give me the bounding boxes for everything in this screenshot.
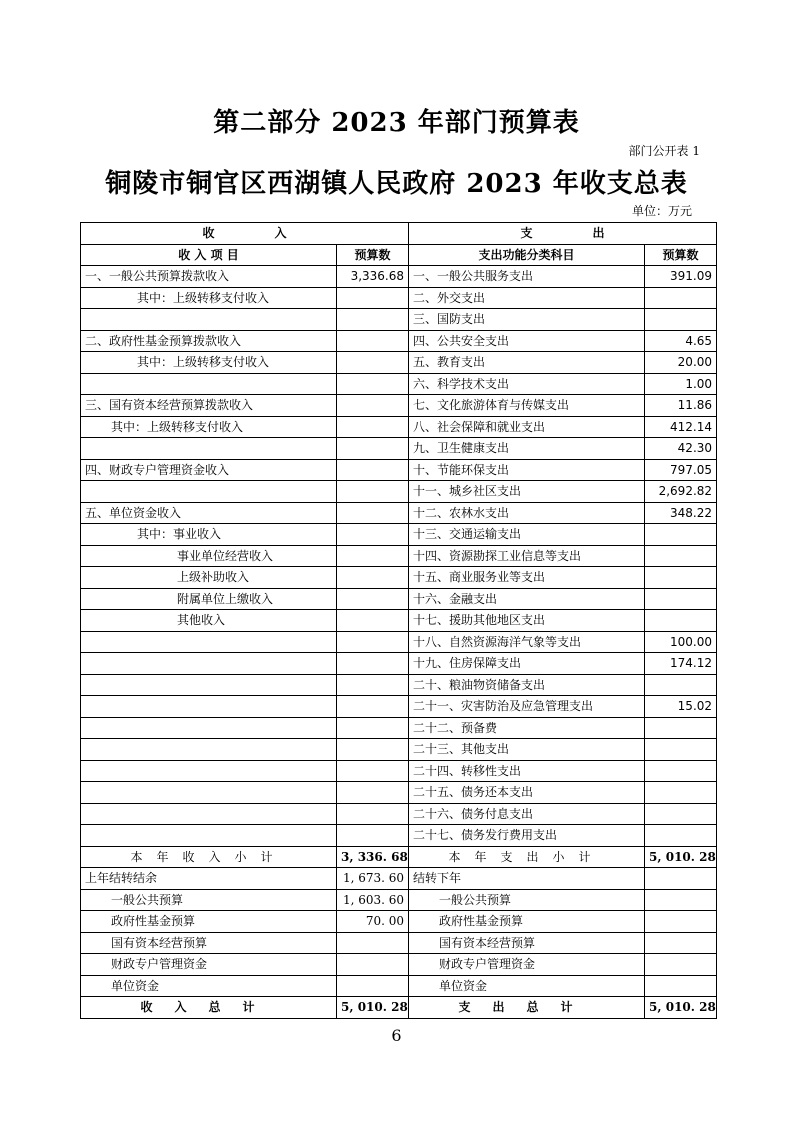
- expense-item-value: 797.05: [645, 459, 717, 481]
- expense-item-value: [645, 739, 717, 761]
- carry-row: [81, 954, 717, 976]
- table-row: [81, 352, 717, 374]
- expense-item-value: 391.09: [645, 266, 717, 288]
- table-row: [81, 631, 717, 653]
- carry-out-value: [645, 868, 717, 890]
- table-row: [81, 782, 717, 804]
- expense-item-value: 412.14: [645, 416, 717, 438]
- expense-item-value: [645, 567, 717, 589]
- expense-item-label: 二十七、债务发行费用支出: [409, 825, 645, 847]
- income-item-label: 二、政府性基金预算拨款收入: [81, 330, 337, 352]
- income-item-value: [337, 459, 409, 481]
- income-item-label: [81, 717, 337, 739]
- income-item-value: [337, 524, 409, 546]
- subtotal-row: [81, 846, 717, 868]
- expense-item-label: 二十六、债务付息支出: [409, 803, 645, 825]
- table-row: [81, 803, 717, 825]
- income-item-label: [81, 481, 337, 503]
- carry-row: [81, 889, 717, 911]
- income-item-value: [337, 567, 409, 589]
- income-item-value: [337, 760, 409, 782]
- expense-item-value: 11.86: [645, 395, 717, 417]
- unit-label: 单位：万元: [631, 204, 692, 218]
- income-item-label: [81, 760, 337, 782]
- table-row: [81, 674, 717, 696]
- carry-out-label: 单位资金: [409, 975, 645, 997]
- carry-out-value: [645, 889, 717, 911]
- expense-item-label: 二、外交支出: [409, 287, 645, 309]
- expense-item-value: 20.00: [645, 352, 717, 374]
- expense-item-value: [645, 545, 717, 567]
- carry-in-value: [337, 932, 409, 954]
- income-item-label: [81, 782, 337, 804]
- income-item-value: [337, 502, 409, 524]
- income-item-label: 一、一般公共预算拨款收入: [81, 266, 337, 288]
- income-item-label: 五、单位资金收入: [81, 502, 337, 524]
- expense-item-label: 四、公共安全支出: [409, 330, 645, 352]
- income-item-label: [81, 309, 337, 331]
- carry-in-label: 一般公共预算: [81, 889, 337, 911]
- expense-item-label: 十、节能环保支出: [409, 459, 645, 481]
- table-row: [81, 502, 717, 524]
- income-item-label: [81, 739, 337, 761]
- header-row-sub: [81, 244, 717, 266]
- income-item-value: [337, 825, 409, 847]
- carry-in-label: 单位资金: [81, 975, 337, 997]
- income-item-label: 其中：上级转移支付收入: [81, 287, 337, 309]
- income-item-label: 上级补助收入: [81, 567, 337, 589]
- budget-summary-table: [80, 222, 717, 1019]
- expense-budget-header: 预算数: [645, 244, 717, 266]
- expense-item-value: [645, 825, 717, 847]
- expense-header: 支 出: [409, 223, 717, 245]
- expense-item-value: [645, 524, 717, 546]
- income-item-value: [337, 782, 409, 804]
- expense-item-value: [645, 717, 717, 739]
- income-item-value: [337, 481, 409, 503]
- expense-item-label: 二十一、灾害防治及应急管理支出: [409, 696, 645, 718]
- carry-in-label: 财政专户管理资金: [81, 954, 337, 976]
- expense-item-label: 十五、商业服务业等支出: [409, 567, 645, 589]
- income-item-value: [337, 696, 409, 718]
- carry-out-label: 结转下年: [409, 868, 645, 890]
- expense-item-value: [645, 760, 717, 782]
- carry-out-value: [645, 911, 717, 933]
- expense-item-value: [645, 309, 717, 331]
- expense-item-label: 二十三、其他支出: [409, 739, 645, 761]
- income-item-label: [81, 696, 337, 718]
- income-item-value: [337, 330, 409, 352]
- income-item-value: [337, 588, 409, 610]
- income-item-value: [337, 717, 409, 739]
- table-row: [81, 760, 717, 782]
- expense-item-label: 十三、交通运输支出: [409, 524, 645, 546]
- expense-total-label: 支出总计: [409, 997, 645, 1019]
- income-item-value: [337, 739, 409, 761]
- expense-item-label: 十八、自然资源海洋气象等支出: [409, 631, 645, 653]
- expense-item-label: 七、文化旅游体育与传媒支出: [409, 395, 645, 417]
- table-row: [81, 330, 717, 352]
- table-row: [81, 696, 717, 718]
- expense-item-label: 二十五、债务还本支出: [409, 782, 645, 804]
- expense-item-header: 支出功能分类科目: [409, 244, 645, 266]
- expense-subtotal-value: 5, 010. 28: [645, 846, 717, 868]
- total-row: [81, 997, 717, 1019]
- expense-item-value: [645, 610, 717, 632]
- part-title: 第二部分 2023 年部门预算表: [213, 108, 580, 138]
- carry-out-label: 财政专户管理资金: [409, 954, 645, 976]
- income-item-label: [81, 631, 337, 653]
- form-number: 部门公开表 1: [628, 144, 700, 158]
- table-row: [81, 481, 717, 503]
- expense-item-label: 三、国防支出: [409, 309, 645, 331]
- income-item-label: 事业单位经营收入: [81, 545, 337, 567]
- expense-item-value: 2,692.82: [645, 481, 717, 503]
- expense-item-value: [645, 588, 717, 610]
- expense-item-value: 42.30: [645, 438, 717, 460]
- carry-out-label: 国有资本经营预算: [409, 932, 645, 954]
- income-item-value: [337, 309, 409, 331]
- income-item-value: 3,336.68: [337, 266, 409, 288]
- carry-out-value: [645, 975, 717, 997]
- expense-item-value: [645, 287, 717, 309]
- expense-item-label: 六、科学技术支出: [409, 373, 645, 395]
- expense-item-label: 十六、金融支出: [409, 588, 645, 610]
- expense-item-value: [645, 803, 717, 825]
- income-subtotal-value: 3, 336. 68: [337, 846, 409, 868]
- income-item-label: [81, 438, 337, 460]
- carry-in-value: 70. 00: [337, 911, 409, 933]
- income-item-label: 其他收入: [81, 610, 337, 632]
- expense-item-label: 一、一般公共服务支出: [409, 266, 645, 288]
- income-item-value: [337, 416, 409, 438]
- expense-item-value: 348.22: [645, 502, 717, 524]
- table-row: [81, 459, 717, 481]
- table-row: [81, 610, 717, 632]
- expense-item-value: 1.00: [645, 373, 717, 395]
- income-item-label: 附属单位上缴收入: [81, 588, 337, 610]
- income-item-label: 其中：事业收入: [81, 524, 337, 546]
- income-item-value: [337, 653, 409, 675]
- table-row: [81, 287, 717, 309]
- income-subtotal-label: 本年收入小计: [81, 846, 337, 868]
- expense-item-label: 十七、援助其他地区支出: [409, 610, 645, 632]
- income-item-label: [81, 803, 337, 825]
- expense-item-value: [645, 782, 717, 804]
- table-row: [81, 567, 717, 589]
- carry-row: [81, 975, 717, 997]
- income-item-value: [337, 352, 409, 374]
- carry-in-label: 政府性基金预算: [81, 911, 337, 933]
- income-item-value: [337, 803, 409, 825]
- page-number: 6: [391, 1026, 402, 1045]
- table-row: [81, 588, 717, 610]
- expense-total-value: 5, 010. 28: [645, 997, 717, 1019]
- carry-in-value: [337, 954, 409, 976]
- expense-item-label: 二十二、预备费: [409, 717, 645, 739]
- income-item-value: [337, 610, 409, 632]
- income-item-value: [337, 373, 409, 395]
- income-item-label: [81, 674, 337, 696]
- header-row-main: [81, 223, 717, 245]
- main-title: 铜陵市铜官区西湖镇人民政府 2023 年收支总表: [105, 169, 688, 199]
- carry-row: [81, 932, 717, 954]
- table-row: [81, 717, 717, 739]
- expense-item-label: 九、卫生健康支出: [409, 438, 645, 460]
- income-item-header: 收 入 项 目: [81, 244, 337, 266]
- expense-item-label: 二十四、转移性支出: [409, 760, 645, 782]
- income-item-value: [337, 287, 409, 309]
- expense-item-label: 五、教育支出: [409, 352, 645, 374]
- table-row: [81, 309, 717, 331]
- expense-item-label: 十二、农林水支出: [409, 502, 645, 524]
- income-item-label: 三、国有资本经营预算拨款收入: [81, 395, 337, 417]
- table-row: [81, 416, 717, 438]
- income-total-label: 收入总计: [81, 997, 337, 1019]
- carry-out-label: 一般公共预算: [409, 889, 645, 911]
- table-row: [81, 373, 717, 395]
- income-item-label: [81, 653, 337, 675]
- table-row: [81, 653, 717, 675]
- expense-item-label: 十一、城乡社区支出: [409, 481, 645, 503]
- carry-in-value: [337, 975, 409, 997]
- income-item-label: [81, 825, 337, 847]
- carry-in-value: 1, 603. 60: [337, 889, 409, 911]
- income-item-label: [81, 373, 337, 395]
- table-row: [81, 266, 717, 288]
- carry-in-label: 上年结转结余: [81, 868, 337, 890]
- expense-item-value: 174.12: [645, 653, 717, 675]
- carry-out-value: [645, 954, 717, 976]
- table-row: [81, 825, 717, 847]
- carry-row: [81, 868, 717, 890]
- expense-subtotal-label: 本年支出小计: [409, 846, 645, 868]
- expense-item-value: [645, 674, 717, 696]
- carry-in-label: 国有资本经营预算: [81, 932, 337, 954]
- income-total-value: 5, 010. 28: [337, 997, 409, 1019]
- expense-item-value: 100.00: [645, 631, 717, 653]
- expense-item-label: 十九、住房保障支出: [409, 653, 645, 675]
- income-item-label: 其中：上级转移支付收入: [81, 416, 337, 438]
- income-item-value: [337, 674, 409, 696]
- income-item-value: [337, 395, 409, 417]
- carry-in-value: 1, 673. 60: [337, 868, 409, 890]
- expense-item-label: 二十、粮油物资储备支出: [409, 674, 645, 696]
- expense-item-value: 15.02: [645, 696, 717, 718]
- expense-item-value: 4.65: [645, 330, 717, 352]
- income-item-label: 其中：上级转移支付收入: [81, 352, 337, 374]
- income-item-value: [337, 545, 409, 567]
- income-header: 收 入: [81, 223, 409, 245]
- income-budget-header: 预算数: [337, 244, 409, 266]
- table-row: [81, 739, 717, 761]
- income-item-value: [337, 631, 409, 653]
- expense-item-label: 十四、资源勘探工业信息等支出: [409, 545, 645, 567]
- income-item-value: [337, 438, 409, 460]
- carry-out-label: 政府性基金预算: [409, 911, 645, 933]
- table-row: [81, 545, 717, 567]
- income-item-label: 四、财政专户管理资金收入: [81, 459, 337, 481]
- carry-out-value: [645, 932, 717, 954]
- carry-row: [81, 911, 717, 933]
- table-row: [81, 438, 717, 460]
- expense-item-label: 八、社会保障和就业支出: [409, 416, 645, 438]
- table-row: [81, 524, 717, 546]
- table-row: [81, 395, 717, 417]
